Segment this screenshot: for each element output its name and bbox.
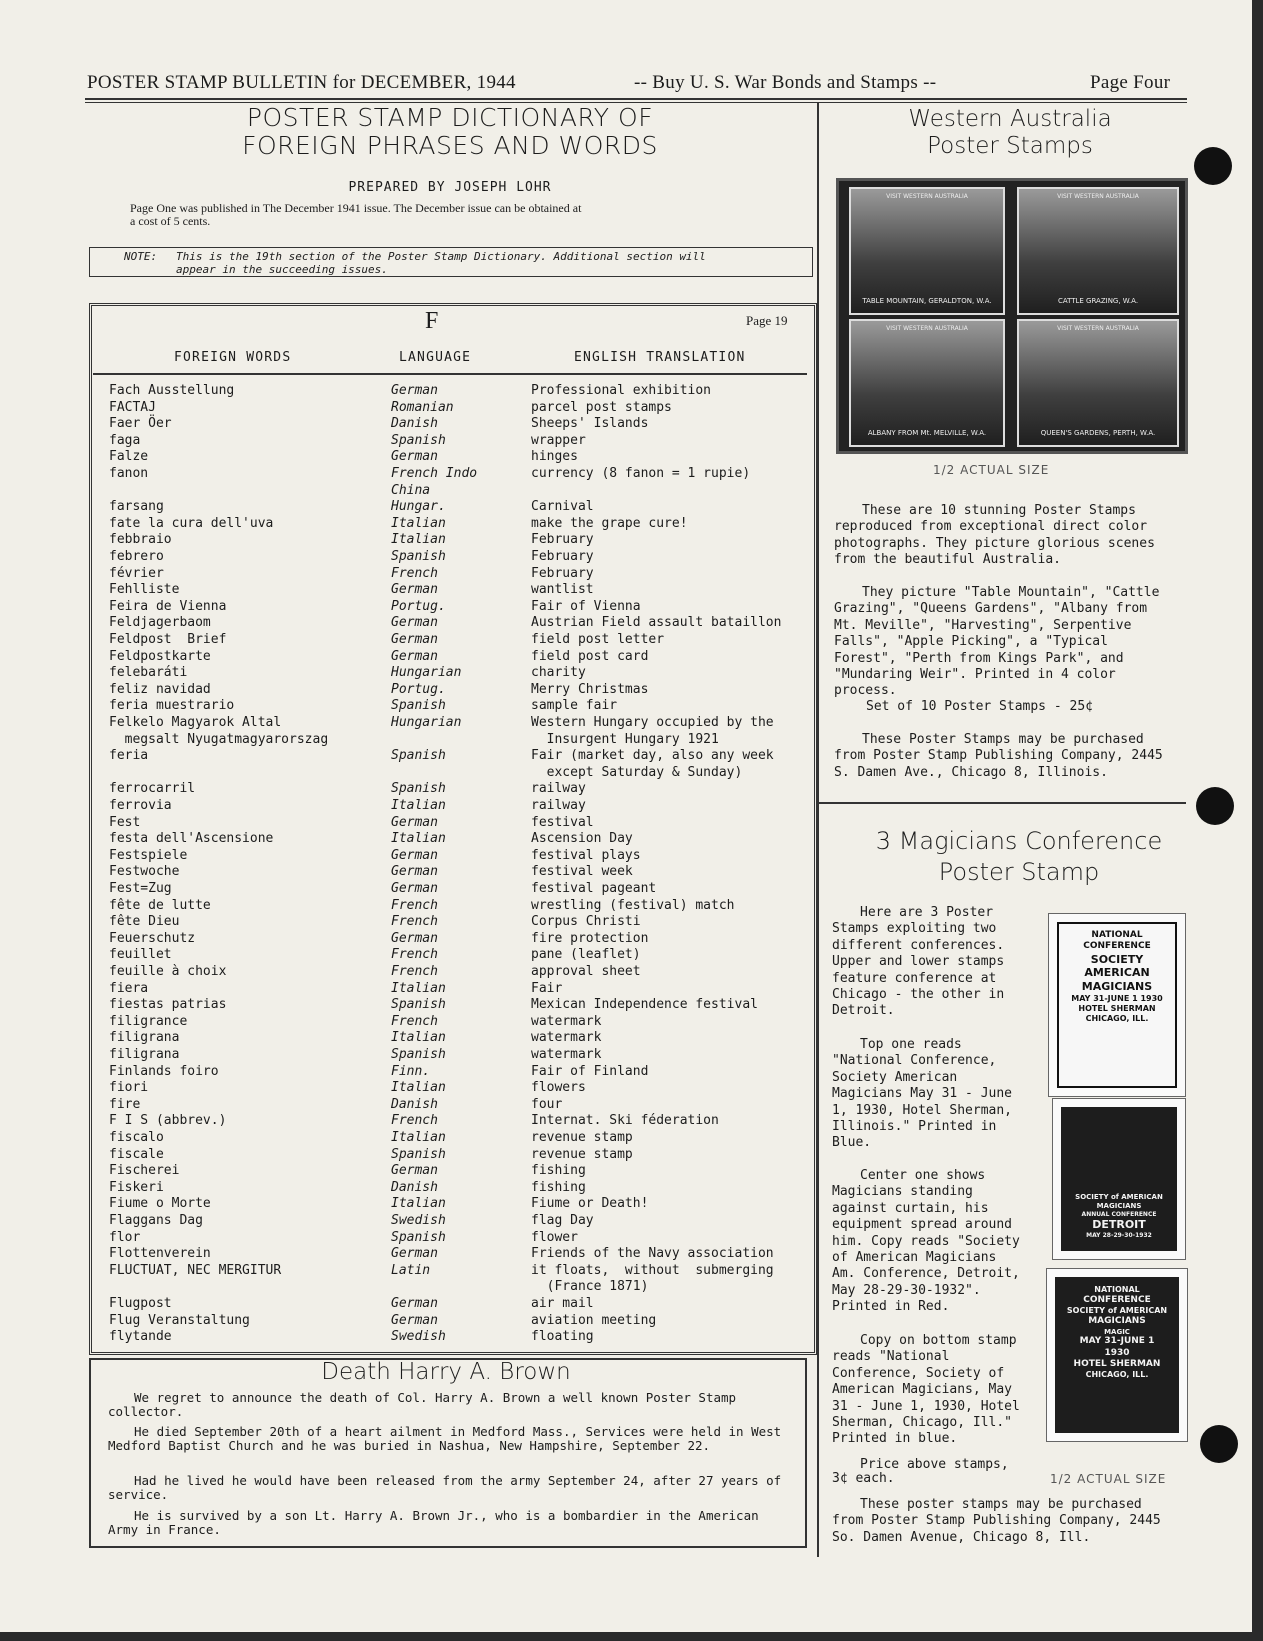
entry-language: Hungarian	[391, 665, 462, 681]
entry-language-continued: China	[391, 482, 431, 498]
entry-word-continued: megsalt Nyugatmagyarorszag	[109, 731, 329, 747]
entry-word: Fest=Zug	[109, 881, 172, 896]
stamp-text-line: MAGICIANS	[1081, 980, 1153, 993]
entry-translation: Western Hungary occupied by the	[531, 715, 774, 730]
entry-translation: field post card	[531, 648, 649, 664]
entry-word: fanon	[109, 466, 149, 481]
entry-language: French	[391, 964, 438, 979]
stamp-table-mountain: VISIT WESTERN AUSTRALIA TABLE MOUNTAIN, GERALDTON, W.A.	[849, 187, 1005, 315]
entry-language: French Indo	[391, 466, 478, 481]
stamp-text-line: MAY 31-JUNE 1 1930	[1071, 993, 1163, 1003]
entry-language: Italian	[391, 1196, 446, 1212]
column-header-language: LANGUAGE	[399, 350, 472, 365]
entry-word: feliz navidad	[109, 681, 211, 697]
stamp-text-line: 1930	[1104, 1347, 1130, 1358]
death-notice-title: Death Harry A. Brown	[321, 1359, 571, 1385]
stamp-text-line: NATIONAL	[1091, 930, 1143, 940]
entry-language: German	[391, 847, 438, 863]
entry-translation: Ascension Day	[531, 831, 633, 847]
entry-translation: air mail	[531, 1296, 594, 1311]
entry-language: Italian	[391, 515, 446, 531]
entry-translation: Carnival	[531, 499, 594, 515]
entry-word: Felkelo Magyarok Altal	[109, 715, 282, 730]
stamp-text-line: MAY 28-29-30-1932	[1086, 1231, 1152, 1239]
stamp-text-line: CONFERENCE	[1083, 1295, 1151, 1305]
entry-translation: February	[531, 532, 594, 548]
entry-language: Italian	[391, 532, 446, 548]
entry-word: FACTAJ	[109, 399, 156, 415]
magicians-p4: Copy on bottom stamp reads "National Conference, Society of American Magicians, May 31 - June 1, 1930, Hotel Sherman, Chicago, Ill." Printed in blue.	[832, 1333, 1020, 1447]
stamp-text-line: MAGIC	[1104, 1327, 1130, 1336]
entry-translation: festival pageant	[531, 881, 657, 896]
entry-language: German	[391, 648, 438, 664]
entry-language: Italian	[391, 798, 446, 813]
entry-language: Danish	[391, 1179, 438, 1195]
western-australia-size-caption: 1/2 ACTUAL SIZE	[933, 463, 1050, 477]
stamp-text-line: CHICAGO, ILL.	[1085, 1013, 1149, 1023]
entry-translation: flower	[531, 1229, 578, 1245]
entry-language: French	[391, 565, 438, 581]
entry-language: German	[391, 881, 438, 896]
entry-translation: parcel post stamps	[531, 399, 672, 415]
entry-translation: flowers	[531, 1080, 586, 1096]
entry-word: Falze	[109, 449, 149, 465]
entry-translation: watermark	[531, 1047, 602, 1062]
entry-language: German	[391, 383, 438, 398]
stamp-text-line: HOTEL SHERMAN	[1073, 1358, 1161, 1369]
entry-word: fiera	[109, 980, 149, 996]
entry-language: Spanish	[391, 1047, 446, 1062]
entry-word: Flottenverein	[109, 1246, 211, 1262]
entry-translation: Friends of the Navy association	[531, 1246, 774, 1262]
entry-language: German	[391, 615, 438, 631]
entry-language: French	[391, 947, 438, 963]
column-header-rule	[93, 373, 807, 375]
entry-translation: festival	[531, 814, 594, 830]
dictionary-intro: Page One was published in The December 1941 issue. The December issue can be obtained at a cost of 5 cents.	[130, 201, 582, 228]
entry-language: Romanian	[391, 399, 454, 415]
entry-translation: make the grape cure!	[531, 515, 688, 531]
entry-translation: festival week	[531, 864, 633, 880]
western-australia-stamps	[836, 178, 1188, 454]
entry-word: Fehlliste	[109, 582, 180, 598]
stamp-text-line: MAGICIANS	[1096, 1201, 1142, 1210]
entry-translation: revenue stamp	[531, 1130, 633, 1145]
dictionary-note	[89, 247, 813, 277]
entry-language: Swedish	[391, 1329, 446, 1345]
death-notice-p3: Had he lived he would have been released from the army September 24, after 27 years of service.	[108, 1473, 782, 1502]
entry-word: feuille à choix	[109, 964, 227, 979]
entry-language: French	[391, 1013, 438, 1029]
entry-language: German	[391, 1312, 438, 1328]
entry-language: German	[391, 1246, 438, 1262]
entry-language: German	[391, 632, 438, 647]
death-notice-p1: We regret to announce the death of Col. Harry A. Brown a well known Poster Stamp collector.	[108, 1390, 737, 1419]
western-australia-price: Set of 10 Poster Stamps - 25¢	[866, 699, 1093, 714]
column-header-translation: ENGLISH TRANSLATION	[574, 350, 746, 365]
dictionary-letter: F	[425, 308, 439, 334]
entry-word: Flugpost	[109, 1296, 172, 1311]
entry-translation: railway	[531, 781, 586, 797]
entry-translation: hinges	[531, 449, 578, 465]
entry-language: German	[391, 449, 438, 465]
stamp-text-line: SOCIETY of AMERICAN	[1066, 1306, 1168, 1316]
entry-language: Italian	[391, 1130, 446, 1145]
header-page-number: Page Four	[1090, 72, 1171, 93]
entry-translation: wrestling (festival) match	[531, 897, 735, 913]
entry-word: febrero	[109, 549, 164, 564]
entry-translation: Sheeps' Islands	[531, 416, 649, 432]
entry-word: ferrovia	[109, 798, 172, 813]
magicians-stamp-chicago-bottom	[1046, 1268, 1188, 1442]
entry-language: Hungarian	[391, 715, 462, 730]
entry-word: ferrocarril	[109, 781, 196, 797]
column-divider	[817, 102, 819, 1557]
stamp-text-line: MAGICIANS	[1088, 1316, 1146, 1327]
entry-word: Fach Ausstellung	[109, 383, 235, 398]
entry-language: German	[391, 582, 438, 598]
western-australia-p3: These Poster Stamps may be purchased from Poster Stamp Publishing Company, 2445 S. Damen Ave., Chicago 8, Illinois.	[834, 732, 1163, 780]
entry-word: Flaggans Dag	[109, 1213, 203, 1228]
entry-language: Latin	[391, 1262, 431, 1278]
entry-language: German	[391, 930, 438, 946]
entry-language: Italian	[391, 831, 446, 847]
entry-word: Fiskeri	[109, 1179, 164, 1195]
entry-translation: Merry Christmas	[531, 681, 649, 697]
entry-translation: flag Day	[531, 1213, 594, 1228]
entry-word: Feldjagerbaom	[109, 615, 211, 631]
entry-translation: charity	[531, 665, 586, 681]
entry-word: Feldpost Brief	[109, 632, 227, 647]
magicians-p3: Center one shows Magicians standing against curtain, his equipment spread around him. Copy reads "Society of American Magicians Am. Conference, Detroit, May 28-29-30-1932". Printed in Red.	[832, 1168, 1020, 1315]
entry-language: Finn.	[391, 1063, 431, 1079]
entry-translation: four	[531, 1096, 563, 1112]
entry-word: fate la cura dell'uva	[109, 515, 274, 531]
header-slogan: -- Buy U. S. War Bonds and Stamps --	[634, 72, 937, 93]
entry-translation: watermark	[531, 1013, 602, 1029]
entry-language: Portug.	[391, 681, 446, 697]
dictionary-title: POSTER STAMP DICTIONARY OF FOREIGN PHRASES AND WORDS	[242, 103, 658, 160]
entry-word: filigrana	[109, 1030, 180, 1046]
entry-language: German	[391, 1296, 438, 1311]
entry-language: French	[391, 914, 438, 930]
entry-language: French	[391, 1113, 438, 1129]
entry-language: Portug.	[391, 598, 446, 614]
entry-language: Spanish	[391, 549, 446, 564]
entry-translation: sample fair	[531, 698, 618, 714]
entry-translation: watermark	[531, 1030, 602, 1046]
magicians-price: Price above stamps, 3¢ each.	[832, 1457, 1009, 1486]
entry-translation: festival plays	[531, 847, 641, 863]
binder-hole-bottom	[1200, 1425, 1238, 1463]
entry-word: feria	[109, 748, 149, 764]
entry-translation: fishing	[531, 1163, 586, 1179]
entry-language: Spanish	[391, 1229, 446, 1245]
entry-word: farsang	[109, 499, 164, 515]
entry-language: Italian	[391, 980, 446, 996]
stamp-text-line: MAY 31-JUNE 1	[1079, 1336, 1155, 1347]
death-notice-p2: He died September 20th of a heart ailment in Medford Mass., Services were held in West Medford Baptist Church and he was buried in Nashua, New Hampshire, September 22.	[108, 1424, 782, 1453]
note-text: This is the 19th section of the Poster Stamp Dictionary. Additional section will appear in the succeeding issues.	[176, 250, 706, 276]
entry-language: Spanish	[391, 1146, 446, 1162]
entry-translation: floating	[531, 1329, 594, 1345]
stamp-queens-gardens: VISIT WESTERN AUSTRALIA QUEEN'S GARDENS, PERTH, W.A.	[1017, 319, 1179, 447]
header-title: POSTER STAMP BULLETIN for DECEMBER, 1944	[87, 72, 516, 93]
entry-translation: February	[531, 565, 594, 581]
entry-translation: wantlist	[531, 582, 594, 598]
entry-word: Fiume o Morte	[109, 1196, 211, 1212]
entry-translation: Corpus Christi	[531, 914, 641, 930]
column-header-words: FOREIGN WORDS	[174, 350, 292, 365]
entry-word: flor	[109, 1229, 141, 1245]
entry-word: flytande	[109, 1329, 172, 1345]
entry-translation: aviation meeting	[531, 1312, 657, 1328]
stamp-cattle-grazing: VISIT WESTERN AUSTRALIA CATTLE GRAZING, W.A.	[1017, 187, 1179, 315]
stamp-text-line: SOCIETY	[1090, 952, 1144, 966]
stamp-text-line: AMERICAN	[1084, 966, 1150, 980]
entry-word: Faer Öer	[109, 416, 172, 432]
entry-word: festa dell'Ascensione	[109, 831, 274, 847]
entry-translation: Austrian Field assault bataillon	[531, 615, 782, 631]
entry-language: Spanish	[391, 781, 446, 797]
entry-translation: pane (leaflet)	[531, 947, 641, 963]
entry-language: Hungar.	[391, 499, 446, 515]
entry-word: filigrana	[109, 1047, 180, 1062]
magicians-p1: Here are 3 Poster Stamps exploiting two different conferences. Upper and lower stamps feature conference at Chicago - the other in Detroit.	[832, 905, 1005, 1019]
entry-translation-continued: except Saturday & Sunday)	[531, 764, 743, 780]
entry-translation: field post letter	[531, 632, 665, 647]
western-australia-p2: They picture "Table Mountain", "Cattle Grazing", "Queens Gardens", "Albany from Mt. Meville", "Harvesting", Serpentive Falls", "Apple Picking", a "Typical Forest", "Perth from Kings Park", and "Mundaring Weir". Printed in 4 color process.	[834, 585, 1160, 699]
entry-word: fête Dieu	[109, 914, 180, 930]
entry-language: Italian	[391, 1030, 446, 1046]
entry-language: Italian	[391, 1080, 446, 1096]
entry-translation: Internat. Ski féderation	[531, 1113, 719, 1129]
magicians-stamp-chicago-top	[1048, 913, 1186, 1097]
header-rule	[85, 98, 1187, 100]
entry-language: French	[391, 897, 438, 913]
entry-translation: wrapper	[531, 432, 586, 448]
entry-language: German	[391, 864, 438, 880]
stamp-text-line: SOCIETY of AMERICAN	[1075, 1193, 1163, 1201]
entry-language: German	[391, 814, 438, 830]
entry-language: Spanish	[391, 748, 446, 764]
stamp-text-line: ANNUAL CONFERENCE	[1081, 1210, 1157, 1218]
entry-word: Feira de Vienna	[109, 598, 227, 614]
entry-word: Finlands foiro	[109, 1063, 219, 1079]
entry-word: faga	[109, 432, 141, 448]
right-column-rule	[818, 802, 1186, 804]
entry-translation: Fiume or Death!	[531, 1196, 649, 1212]
entry-translation: Fair (market day, also any week	[531, 748, 774, 764]
death-notice-p4: He is survived by a son Lt. Harry A. Brown Jr., who is a bombardier in the American Army in France.	[108, 1508, 759, 1537]
entry-language: Spanish	[391, 997, 446, 1013]
western-australia-title: Western Australia Poster Stamps	[908, 106, 1112, 159]
binder-hole-top	[1194, 147, 1232, 185]
entry-word: fiscale	[109, 1146, 164, 1162]
stamp-text-line: NATIONAL	[1094, 1285, 1140, 1294]
entry-translation: Fair of Finland	[531, 1063, 649, 1079]
entry-word: Festwoche	[109, 864, 180, 880]
western-australia-p1: These are 10 stunning Poster Stamps reproduced from exceptional direct color photographs. They picture glorious scenes from the beautiful Australia.	[834, 503, 1155, 568]
entry-translation: February	[531, 549, 594, 564]
entry-translation: fire protection	[531, 930, 649, 946]
entry-language: German	[391, 1163, 438, 1179]
stamp-text-line: CHICAGO, ILL.	[1085, 1370, 1149, 1379]
entry-word: Feldpostkarte	[109, 648, 211, 664]
dictionary-byline: PREPARED BY JOSEPH LOHR	[348, 180, 552, 195]
magicians-stamp-detroit	[1052, 1098, 1186, 1260]
stamp-albany: VISIT WESTERN AUSTRALIA ALBANY FROM Mt. MELVILLE, W.A.	[849, 319, 1005, 447]
magicians-size-caption: 1/2 ACTUAL SIZE	[1050, 1472, 1167, 1486]
entry-translation: currency (8 fanon = 1 rupie)	[531, 466, 751, 481]
entry-language: Spanish	[391, 698, 446, 714]
entry-language: Danish	[391, 1096, 438, 1112]
page-header	[87, 72, 1187, 100]
entry-word: fête de lutte	[109, 897, 211, 913]
stamp-text-line: HOTEL SHERMAN	[1078, 1003, 1156, 1013]
entry-word: feria muestrario	[109, 698, 235, 714]
magicians-p2: Top one reads "National Conference, Society American Magicians May 31 - June 1, 1930, Hotel Sherman, Illinois." Printed in Blue.	[832, 1037, 1013, 1151]
entry-word: F I S (abbrev.)	[109, 1113, 227, 1129]
entry-translation: Fair of Vienna	[531, 598, 641, 614]
entry-translation: Mexican Independence festival	[531, 997, 758, 1013]
entry-translation: Fair	[531, 980, 563, 996]
entry-word: Festspiele	[109, 847, 188, 863]
stamp-text-line: CONFERENCE	[1083, 941, 1151, 952]
entry-word: fire	[109, 1096, 141, 1112]
entry-language: Spanish	[391, 432, 446, 448]
stamp-text-line: DETROIT	[1092, 1218, 1146, 1231]
entry-translation-continued: Insurgent Hungary 1921	[531, 731, 719, 747]
entry-translation: fishing	[531, 1179, 586, 1195]
entry-translation: it floats, without submerging	[531, 1262, 774, 1278]
entry-word: FLUCTUAT, NEC MERGITUR	[109, 1262, 282, 1278]
entry-word: febbraio	[109, 532, 172, 548]
entry-translation: revenue stamp	[531, 1146, 633, 1162]
entry-language: Swedish	[391, 1213, 446, 1228]
entry-word: filigrance	[109, 1013, 188, 1029]
entry-word: fiestas patrias	[109, 997, 227, 1013]
entry-word: Feuerschutz	[109, 930, 196, 946]
entry-word: fiscalo	[109, 1130, 164, 1145]
entry-word: février	[109, 565, 164, 581]
magicians-title: 3 Magicians Conference Poster Stamp	[875, 827, 1163, 886]
entry-word: Fischerei	[109, 1163, 180, 1179]
entry-translation-continued: (France 1871)	[531, 1279, 649, 1295]
entry-translation: Professional exhibition	[531, 383, 712, 398]
note-label: NOTE:	[124, 250, 158, 263]
entry-word: Flug Veranstaltung	[109, 1312, 250, 1328]
entry-translation: railway	[531, 798, 586, 813]
entry-word: felebaráti	[109, 665, 188, 681]
magicians-p5: These poster stamps may be purchased from Poster Stamp Publishing Company, 2445 So. Damen Avenue, Chicago 8, Ill.	[832, 1497, 1161, 1545]
binder-hole-middle	[1196, 787, 1234, 825]
entry-word: fiori	[109, 1080, 149, 1096]
entry-translation: approval sheet	[531, 964, 641, 979]
entry-language: Danish	[391, 416, 438, 432]
dictionary-page: Page 19	[746, 313, 788, 328]
entry-word: Fest	[109, 814, 141, 830]
entry-word: feuillet	[109, 947, 172, 963]
